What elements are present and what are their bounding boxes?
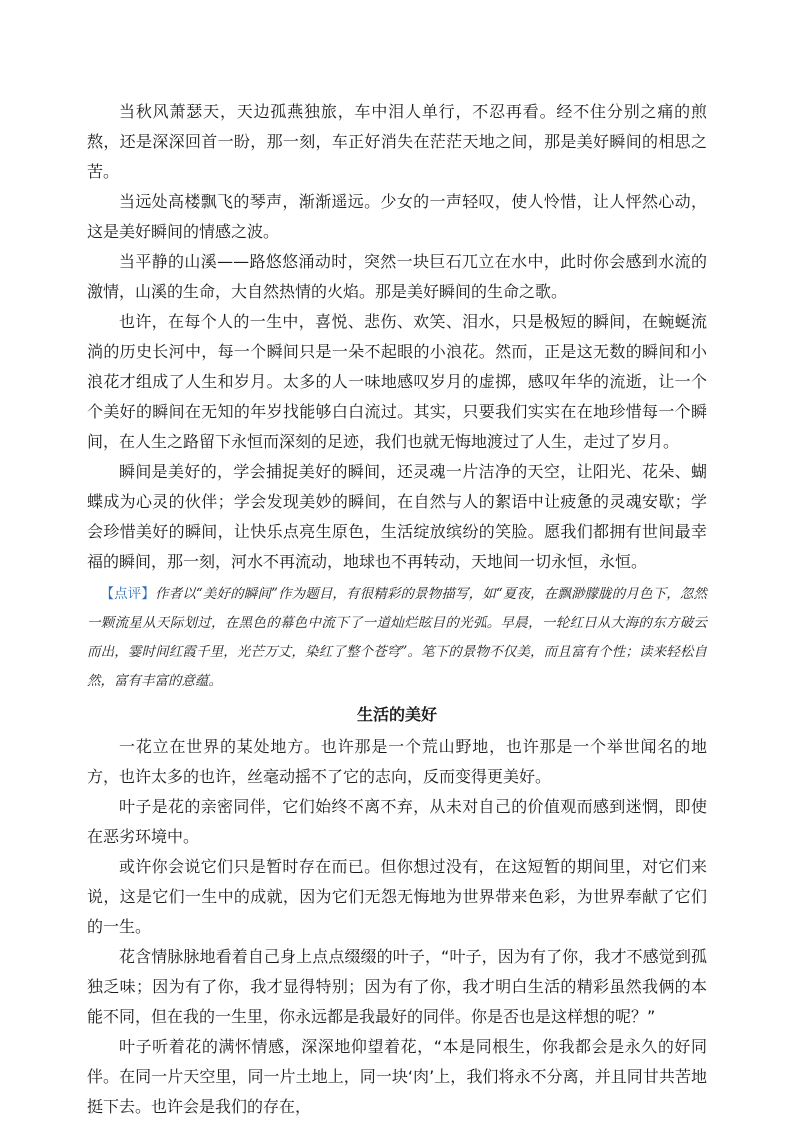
paragraph: 当秋风萧瑟天，天边孤燕独旅，车中泪人单行，不忍再看。经不住分别之痛的煎熬，还是深深回首一盼，那一刻，车正好消失在茫茫天地之间，那是美好瞬间的相思之苦。 [87, 102, 707, 181]
commentary-tag: 【点评】 [100, 586, 155, 602]
document-page [87, 97, 707, 1122]
paragraph: 也许，在每个人的一生中，喜悦、悲伤、欢笑、泪水，只是极短的瞬间，在蜿蜒流淌的历史长河中，每一个瞬间只是一朵不起眼的小浪花。然而，正是这无数的瞬间和小浪花才组成了人生和岁月。太多的人一味地感叹岁月的虚掷，感叹年华的流逝，让一个个美好的瞬间在无知的年岁找能够白白流过。其实，只要我们实实在在地珍惜每一个瞬间，在人生之路留下永恒而深刻的足迹，我们也就无悔地渡过了人生，走过了岁月。 [87, 312, 707, 451]
paragraph: 花含情脉脉地看着自己身上点点缀缀的叶子，“叶子，因为有了你，我才不感觉到孤独乏味；因为有了你，我才显得特别；因为有了你，我才明白生活的精彩虽然我俩的本能不同，但在我的一生里，你永远都是我最好的同伴。你是否也是这样想的呢？” [87, 947, 707, 1026]
section-title: 生活的美好 [356, 705, 437, 724]
paragraph: 叶子听着花的满怀情感，深深地仰望着花，“本是同根生，你我都会是永久的好同伴。在同一片天空里，同一片土地上，同一块‘肉’上，我们将永不分离，并且同甘共苦地挺下去。也许会是我们的存在， [87, 1037, 707, 1116]
commentary-text: 作者以“美好的瞬间”作为题目，有很精彩的景物描写，如“夏夜，在飘渺朦胧的月色下，忽然一颗流星从天际划过，在黑色的幕色中流下了一道灿烂眩目的光弧。早晨，一轮红日从大海的东方破云而出，霎时间红霞千里，光芒万丈，染红了整个苍穹”。笔下的景物不仅美，而且富有个性；读来轻松自然，富有丰富的意蕴。 [87, 586, 707, 689]
paragraph: 当远处高楼飘飞的琴声，渐渐遥远。少女的一声轻叹，使人怜惜，让人怦然心动，这是美好瞬间的情感之波。 [87, 192, 707, 241]
paragraph: 或许你会说它们只是暂时存在而已。但你想过没有，在这短暂的期间里，对它们来说，这是它们一生中的成就，因为它们无怨无悔地为世界带来色彩，为世界奉献了它们的一生。 [87, 857, 707, 936]
paragraph: 当平静的山溪——路悠悠涌动时，突然一块巨石兀立在水中，此时你会感到水流的激情，山溪的生命，大自然热情的火焰。那是美好瞬间的生命之歌。 [87, 252, 707, 301]
paragraph: 叶子是花的亲密同伴，它们始终不离不弃，从未对自己的价值观而感到迷惘，即使在恶劣环境中。 [87, 797, 707, 846]
paragraph: 一花立在世界的某处地方。也许那是一个荒山野地，也许那是一个举世闻名的地方，也许太多的也许，丝毫动摇不了它的志向，反而变得更美好。 [87, 737, 707, 786]
commentary-block [87, 580, 707, 696]
paragraph: 瞬间是美好的，学会捕捉美好的瞬间，还灵魂一片洁净的天空，让阳光、花朵、蝴蝶成为心灵的伙伴；学会发现美妙的瞬间，在自然与人的絮语中让疲惫的灵魂安歇；学会珍惜美好的瞬间，让快乐点亮生原色，生活绽放缤纷的笑脸。愿我们都拥有世间最幸福的瞬间，那一刻，河水不再流动，地球也不再转动，天地间一切永恒，永恒。 [87, 462, 707, 571]
